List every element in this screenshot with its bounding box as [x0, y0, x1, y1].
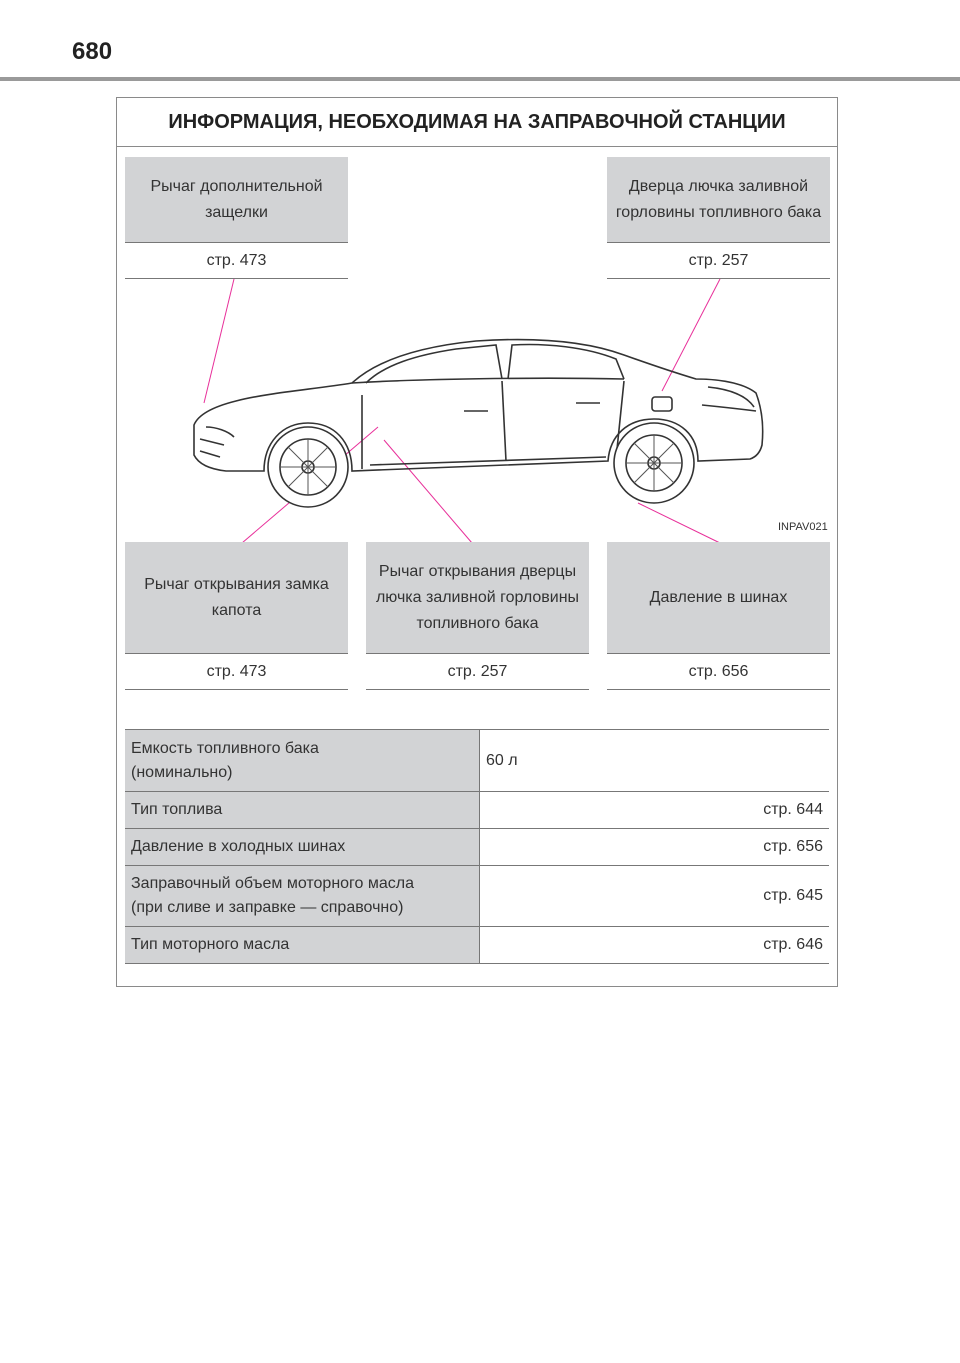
- leader-line: [384, 440, 472, 543]
- leader-lines: [204, 279, 720, 543]
- spec-label: Тип моторного масла: [125, 927, 480, 964]
- callout-fuel-door: [607, 157, 830, 279]
- wheels: [268, 423, 694, 507]
- callout-tire-pressure: [607, 542, 830, 690]
- callout-hood-release: [125, 542, 348, 690]
- spec-label: Заправочный объем моторного масла (при сливе и заправке — справочно): [125, 866, 480, 927]
- spec-value[interactable]: стр. 646: [480, 927, 830, 964]
- callout-page-ref[interactable]: стр. 257: [366, 654, 589, 690]
- table-row: [125, 730, 829, 792]
- table-row: [125, 792, 829, 829]
- spec-label: Емкость топливного бака (номинально): [125, 730, 480, 792]
- callout-page-ref[interactable]: стр. 473: [125, 243, 348, 279]
- spec-value[interactable]: стр. 645: [480, 866, 830, 927]
- header-rule: [0, 77, 960, 81]
- callout-label: Рычаг дополнительной защелки: [125, 157, 348, 243]
- callout-page-ref[interactable]: стр. 473: [125, 654, 348, 690]
- leader-line: [662, 279, 720, 391]
- page-number: 680: [72, 38, 113, 65]
- spec-label: Тип топлива: [125, 792, 480, 829]
- spec-label: Давление в холодных шинах: [125, 829, 480, 866]
- spec-table: [125, 729, 829, 964]
- callout-fuel-door-opener: [366, 542, 589, 690]
- callout-label: Давление в шинах: [607, 542, 830, 654]
- frame-title: ИНФОРМАЦИЯ, НЕОБХОДИМАЯ НА ЗАПРАВОЧНОЙ СТАНЦИИ: [117, 98, 837, 147]
- car-illustration: [116, 275, 838, 545]
- callout-label: Дверца лючка заливной горловины топливного бака: [607, 157, 830, 243]
- leader-line: [638, 503, 720, 543]
- table-row: [125, 866, 829, 927]
- image-code: INPAV021: [778, 521, 828, 533]
- spec-value[interactable]: стр. 656: [480, 829, 830, 866]
- callout-page-ref[interactable]: стр. 656: [607, 654, 830, 690]
- table-row: [125, 829, 829, 866]
- callout-aux-latch: [125, 157, 348, 279]
- spec-value[interactable]: стр. 644: [480, 792, 830, 829]
- spec-value: 60 л: [480, 730, 830, 792]
- callout-label: Рычаг открывания дверцы лючка заливной горловины топливного бака: [366, 542, 589, 654]
- table-row: [125, 927, 829, 964]
- callout-label: Рычаг открывания замка капота: [125, 542, 348, 654]
- fuel-door-icon: [652, 397, 672, 411]
- leader-line: [204, 279, 234, 403]
- callout-page-ref[interactable]: стр. 257: [607, 243, 830, 279]
